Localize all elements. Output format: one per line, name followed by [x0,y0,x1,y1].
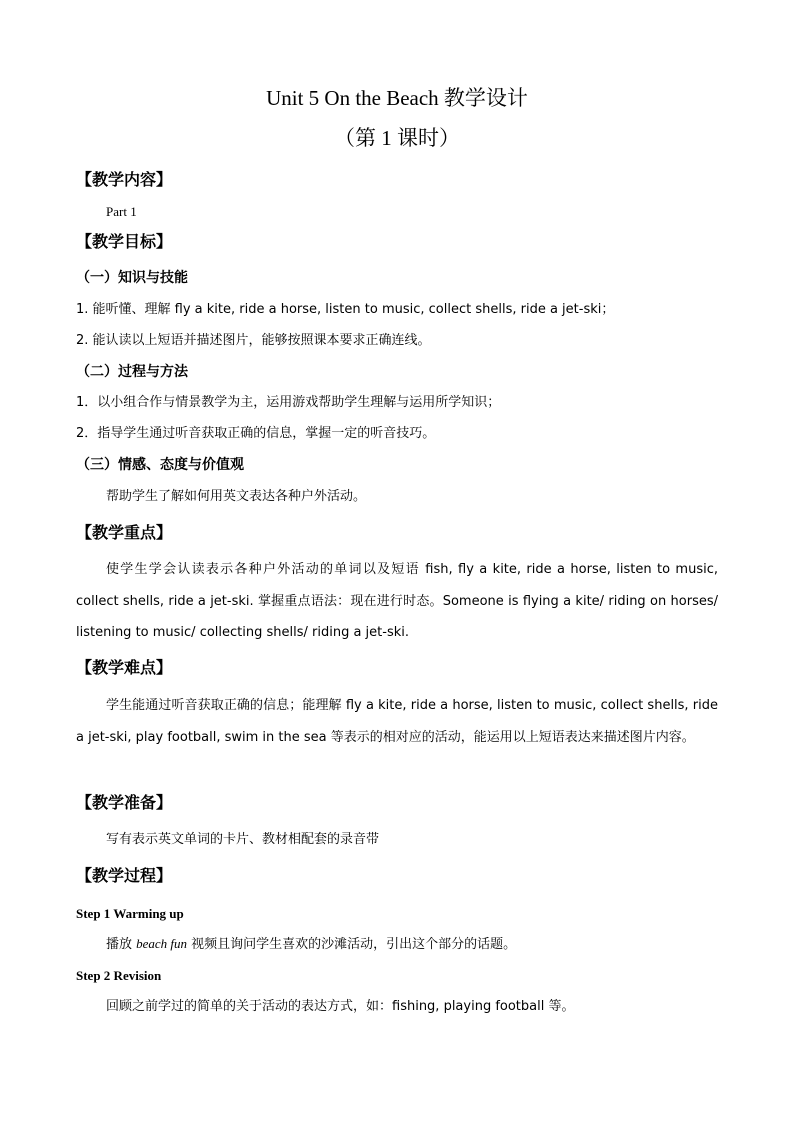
heading-difficulties: 【教学难点】 [76,658,173,677]
step-2-title: Step 2 Revision [76,968,162,983]
lesson-period: （第 1 课时） [334,126,460,150]
step-1-title: Step 1 Warming up [76,906,184,921]
method-item-1: 1．以小组合作与情景教学为主，运用游戏帮助学生理解与运用所学知识； [76,395,501,410]
subheading-attitude-values: （三）情感、态度与价值观 [76,457,244,473]
subheading-process-method: （二）过程与方法 [76,364,188,380]
heading-teaching-content: 【教学内容】 [76,170,173,189]
method-item-2: 2．指导学生通过听音获取正确的信息，掌握一定的听音技巧。 [76,426,436,441]
key-points-text: 使学生学会认读表示各种户外活动的单词以及短语 fish, fly a kite, ride a horse, listen to music, collect shells, ride a jet-ski. 掌握重点语法：现在进行时态。Someone is flying a kite/ riding on horses/ listening to music/ collecting shells/ riding a jet-ski. [76,562,718,640]
teaching-content-text: Part 1 [106,204,137,219]
document-title: Unit 5 On the Beach 教学设计 [266,86,528,110]
step-1-text: 播放 beach fun 视频且询问学生喜欢的沙滩活动，引出这个部分的话题。 [106,936,517,952]
heading-process: 【教学过程】 [76,866,173,885]
goal-item-1: 1. 能听懂、理解 fly a kite, ride a horse, listen to music, collect shells, ride a jet-ski； [76,302,615,317]
step-2-text: 回顾之前学过的简单的关于活动的表达方式，如：fishing, playing football 等。 [106,999,575,1014]
goal-item-2: 2. 能认读以上短语并描述图片，能够按照课本要求正确连线。 [76,333,431,348]
preparation-text: 写有表示英文单词的卡片、教材相配套的录音带 [106,832,380,847]
subheading-knowledge-skills: （一）知识与技能 [76,270,188,286]
difficulties-text: 学生能通过听音获取正确的信息；能理解 fly a kite, ride a horse, listen to music, collect shells, ride a jet-ski, play football, swim in the sea 等表示的相对应的活动，能运用以上短语表达来描述图片内容。 [76,698,718,745]
heading-teaching-goals: 【教学目标】 [76,232,173,251]
attitude-text: 帮助学生了解如何用英文表达各种户外活动。 [106,489,367,504]
heading-preparation: 【教学准备】 [76,793,173,812]
heading-key-points: 【教学重点】 [76,523,173,542]
